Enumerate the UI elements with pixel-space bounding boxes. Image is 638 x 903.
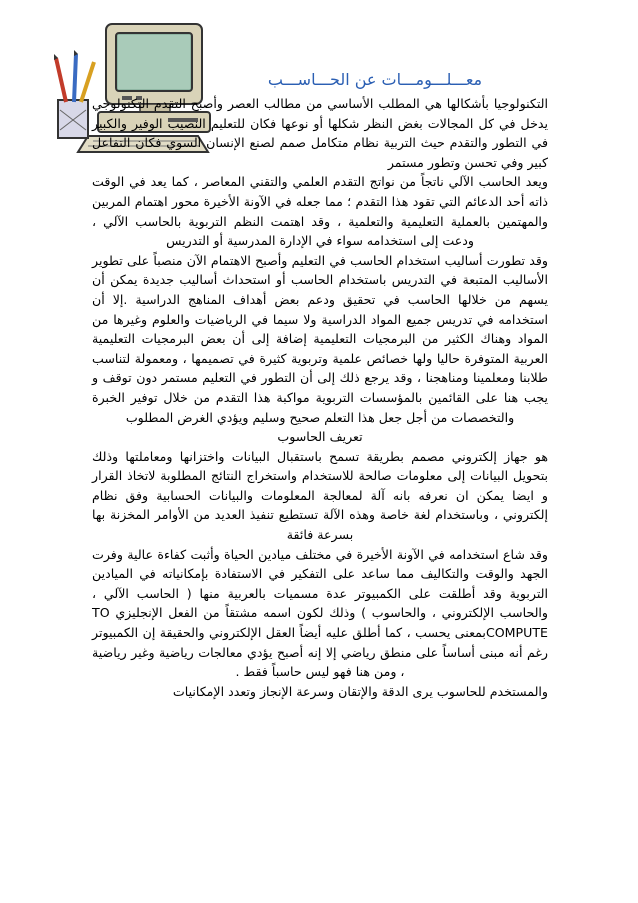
- paragraph-computer-role: ويعد الحاسب الآلي ناتجاً من نواتج التقدم العلمي والتقني المعاصر ، كما يعد في الوقت ذاته أحد الدعائم التي تقود هذا التقدم ؛ مما جعله في الآونة الأخيرة محور اهتمام المربين والمهتمين بالعملية التعليمية والتعلمية ، وقد اهتمت النظم التربوية بالحاسب الآلي ، ودعت إلى استخدامه سواء في الإدارة المدرسية أو التدريس: [92, 174, 548, 249]
- paragraph-teaching-methods: وقد تطورت أساليب استخدام الحاسب في التعليم وأصبح الاهتمام الآن منصباً على تطوير الأساليب المتبعة في التدريس باستخدام الحاسب أو استحداث أساليب جديدة يمكن أن يسهم من خلالها الحاسب في تحقيق ودعم بعض أهداف المناهج الدراسية .إلا أن استخدامه في تدريس جميع المواد الدراسية ولا سيما في الرياضيات والعلوم وغيرها من المواد وهناك الكثير من البرمجيات التعليمية إضافة إلى أن بعض البرمجيات التعليمية العربية المتوفرة حاليا ولها خصائص علمية وتربوية كثيرة في تصميمها ، ومعمولة لتناسب طلابنا ومعلمينا ومناهجنا ، وقد يرجع ذلك إلى أن التطور في التعليم مستمر دون توقف و يجب هنا على القائمين بالمؤسسات التربوية مواكبة هذا التقدم من خلال توفير الخبرة والتخصصات من أجل جعل هذا التعلم صحيح وسليم ويؤدي الغرض المطلوب: [92, 252, 548, 425]
- document-title: معـــلـــومـــات عن الحـــاســـب: [267, 70, 483, 89]
- paragraph-definition: هو جهاز إلكتروني مصمم بطريقة تسمح باستقبال البيانات واختزانها ومعاملتها وذلك بتحويل البيانات إلى معلومات صالحة للاستخدام واستخراج النتائج المطلوبة لاتخاذ القرار و ايضا يمكن ان نعرفه بانه آلة لمعالجة المعلومات والبيانات الحسابية وفق نظام إلكتروني ، وباستخدام لغة خاصة وهذه الآلة تستطيع تنفيذ العديد من الأوامر المخزنة بها بسرعة فائقة: [92, 448, 548, 543]
- intro-paragraph: التكنولوجيا بأشكالها هي المطلب الأساسي من مطالب العصر وأصبح التقدم التكنولوجي يدخل في كل المجالات بغض النظر شكلها أو نوعها فكان للتعليم النصيب الوفير والكبير في التطور والتقدم حيث التربية نظام متكامل صمم لصنع الإنسان السوي فكان التفاعل كبير وفي تحسن وتطور مستمر: [92, 96, 548, 170]
- paragraph-naming: وقد شاع استخدامه في الآونة الأخيرة في مختلف ميادين الحياة وأثبت كفاءة عالية وفرت الجهد والوقت والتكاليف مما ساعد على التفكير في الاستفادة بإمكانياته في الميادين التربوية وقد أطلقت على الكمبيوتر عدة مسميات بالعربية منها ( الحاسب الآلي ، والحاسب الإلكتروني ، والحاسوب ) وذلك لكون اسمه مشتقاً من الفعل الإنجليزي TO COMPUTEبمعنى يحسب ، كما أطلق عليه أيضاً العقل الإلكتروني والحقيقة إن الكمبيوتر رغم أنه مبنى أساساً على منطق رياضي إلا إنه أصبح يؤدي معالجات رياضية وغير رياضية ، ومن هنا فهو ليس حاسباً فقط .: [92, 546, 548, 680]
- body-text: [92, 94, 548, 701]
- paragraph-closing: والمستخدم للحاسوب يرى الدقة والإتقان وسرعة الإنجاز وتعدد الإمكانيات: [172, 683, 548, 699]
- section-heading-definition: تعريف الحاسوب: [277, 429, 363, 445]
